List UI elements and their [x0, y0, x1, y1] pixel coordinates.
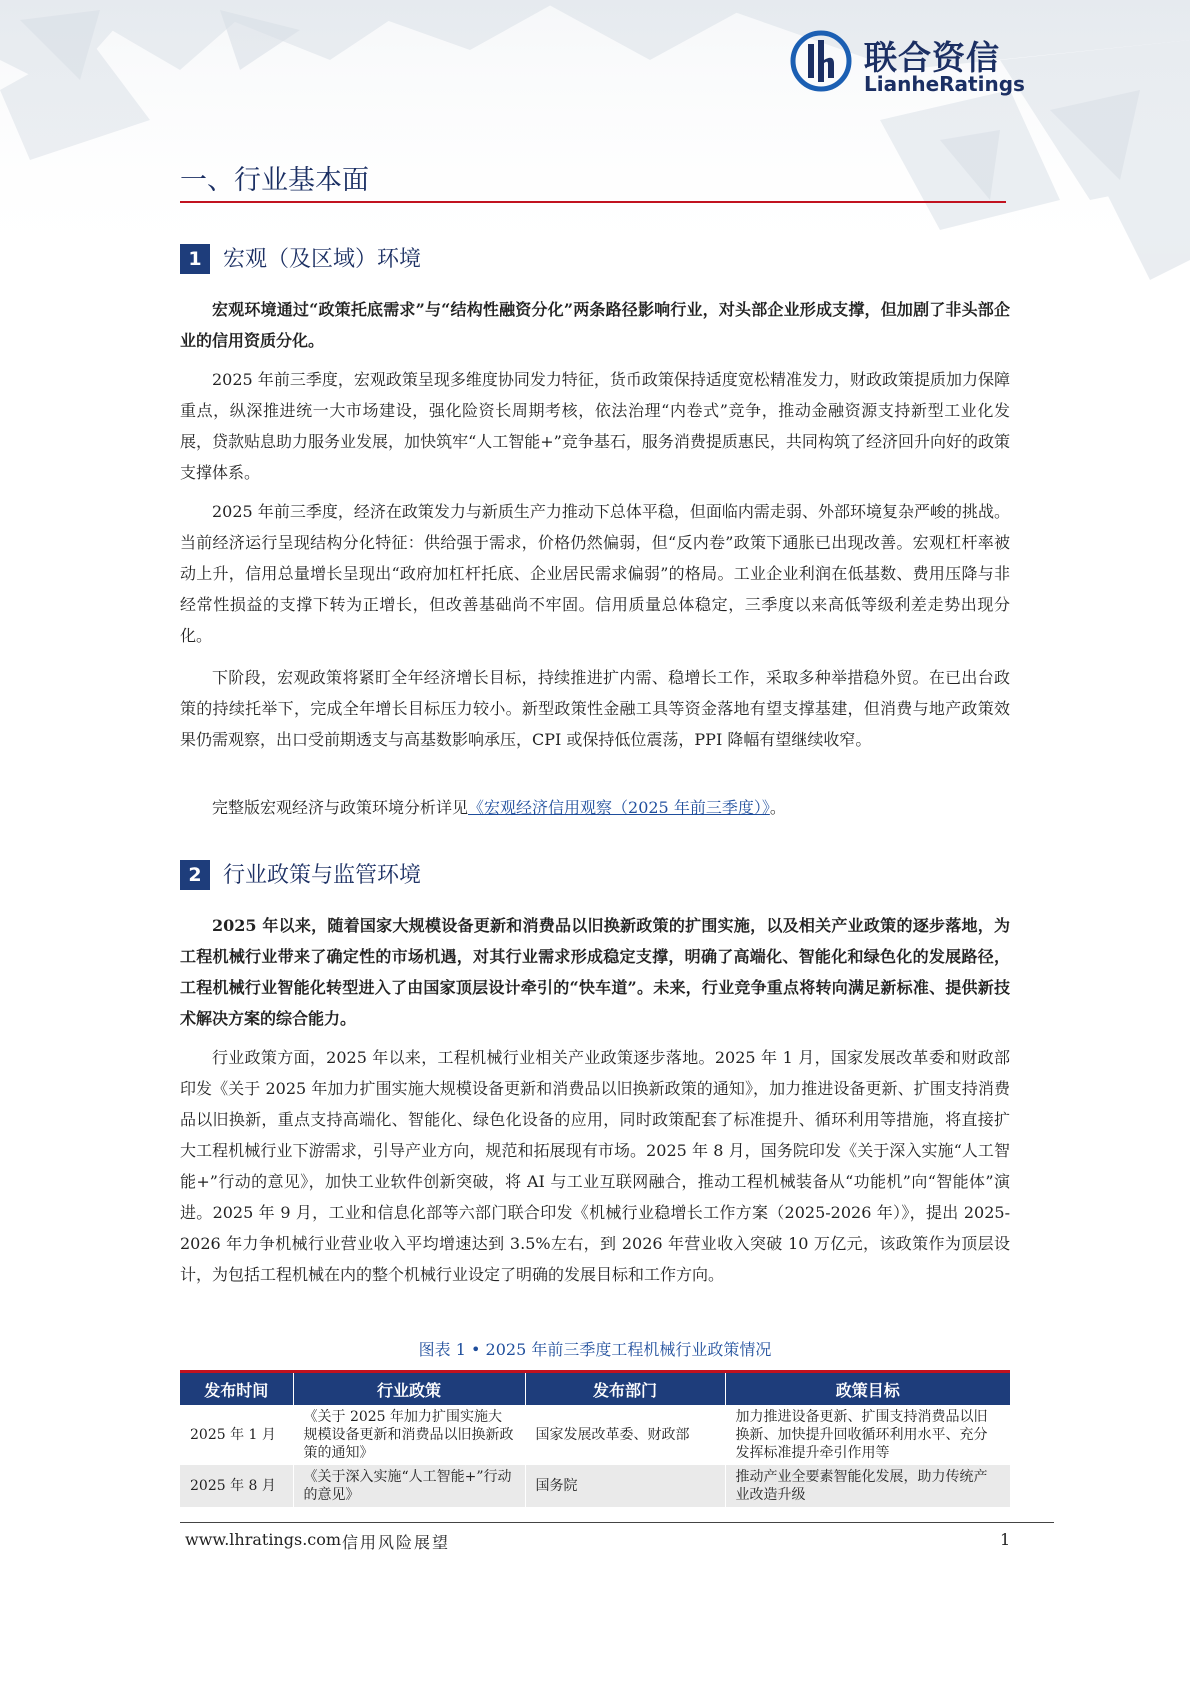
table-cell: 加力推进设备更新、扩围支持消费品以旧换新、加快提升回收循环利用水平、充分发挥标准提升牵引作用等: [725, 1405, 1010, 1465]
section2-lead-paragraph: 2025 年以来，随着国家大规模设备更新和消费品以旧换新政策的扩围实施，以及相关产业政策的逐步落地，为工程机械行业带来了确定性的市场机遇，对其行业需求形成稳定支撑，明确了高端化、智能化和绿色化的发展路径，工程机械行业智能化转型进入了由国家顶层设计牵引的“快车道”。未来，行业竞争重点将转向满足新标准、提供新技术解决方案的综合能力。: [180, 916, 1010, 1028]
section-number-badge: 2: [180, 860, 210, 890]
section1-paragraph-1: 2025 年前三季度，宏观政策呈现多维度协同发力特征，货币政策保持适度宽松精准发力，财政政策提质加力保障重点，纵深推进统一大市场建设，强化险资长周期考核，依法治理“内卷式”竞争，推动金融资源支持新型工业化发展，贷款贴息助力服务业发展，加快筑牢“人工智能+”竞争基石，服务消费提质惠民，共同构筑了经济回升向好的政策支撑体系。: [180, 370, 1010, 482]
section-title: 宏观（及区域）环境: [223, 247, 422, 272]
table-caption: 图表 1 • 2025 年前三季度工程机械行业政策情况: [418, 1340, 772, 1359]
table-cell: 推动产业全要素智能化发展，助力传统产业改造升级: [725, 1465, 1010, 1507]
lianhe-logo-icon: [790, 30, 852, 92]
reference-prefix: 完整版宏观经济与政策环境分析详见: [212, 798, 469, 817]
column-header: 政策目标: [725, 1372, 1010, 1406]
brand-logo: [790, 28, 1025, 98]
brand-name-en: LianheRatings: [864, 72, 1025, 96]
page-number: 1: [1000, 1530, 1011, 1549]
column-header: 发布部门: [525, 1372, 725, 1406]
policy-table: [180, 1370, 1010, 1507]
column-header: 发布时间: [180, 1372, 293, 1406]
table-row: [180, 1465, 1010, 1507]
table-row: [180, 1405, 1010, 1465]
section1-paragraph-3: 下阶段，宏观政策将紧盯全年经济增长目标，持续推进扩内需、稳增长工作，采取多种举措稳外贸。在已出台政策的持续托举下，完成全年增长目标压力较小。新型政策性金融工具等资金落地有望支撑基建，但消费与地产政策效果仍需观察，出口受前期透支与高基数影响承压，CPI 或保持低位震荡，PPI 降幅有望继续收窄。: [180, 668, 1010, 749]
table-cell: 2025 年 8 月: [180, 1465, 293, 1507]
footer-report-name: 信用风险展望: [342, 1533, 451, 1552]
section1-lead-paragraph: 宏观环境通过“政策托底需求”与“结构性融资分化”两条路径影响行业，对头部企业形成支撑，但加剧了非头部企业的信用资质分化。: [180, 300, 1010, 350]
footer-website[interactable]: www.lhratings.com: [185, 1530, 342, 1549]
section-number-badge: 1: [180, 244, 210, 274]
chapter-title: 一、行业基本面: [180, 165, 369, 196]
section1-paragraph-4: [180, 792, 1010, 823]
footer-divider: [180, 1522, 1054, 1523]
section2-paragraph-1: 行业政策方面，2025 年以来，工程机械行业相关产业政策逐步落地。2025 年 1 月，国家发展改革委和财政部印发《关于 2025 年加力扩围实施大规模设备更新和消费品以旧换新政策的通知》，加力推进设备更新、扩围支持消费品以旧换新，重点支持高端化、智能化、绿色化设备的应用，同时政策配套了标准提升、循环利用等措施，将直接扩大工程机械行业下游需求，引导产业方向，规范和拓展现有市场。2025 年 8 月，国务院印发《关于深入实施“人工智能+”行动的意见》，加快工业软件创新突破，将 AI 与工业互联网融合，推动工程机械装备从“功能机”向“智能体”演进。2025 年 9 月，工业和信息化部等六部门联合印发《机械行业稳增长工作方案（2025-2026 年）》，提出 2025-2026 年力争机械行业营业收入平均增速达到 3.5%左右，到 2026 年营业收入突破 10 万亿元，该政策作为顶层设计，为包括工程机械在内的整个机械行业设定了明确的发展目标和工作方向。: [180, 1048, 1010, 1284]
section-title: 行业政策与监管环境: [223, 863, 422, 888]
brand-name-cn: 联合资信: [864, 38, 1000, 77]
chapter-divider: [180, 201, 1006, 203]
section1-paragraph-2: 2025 年前三季度，经济在政策发力与新质生产力推动下总体平稳，但面临内需走弱、外部环境复杂严峻的挑战。当前经济运行呈现结构分化特征：供给强于需求，价格仍然偏弱，但“反内卷”政策下通胀已出现改善。宏观杠杆率被动上升，信用总量增长呈现出“政府加杠杆托底、企业居民需求偏弱”的格局。工业企业利润在低基数、费用压降与非经常性损益的支撑下转为正增长，但改善基础尚不牢固。信用质量总体稳定，三季度以来高低等级利差走势出现分化。: [180, 502, 1010, 645]
table-cell: 国务院: [525, 1465, 725, 1507]
table-cell: 《关于 2025 年加力扩围实施大规模设备更新和消费品以旧换新政策的通知》: [293, 1405, 525, 1465]
column-header: 行业政策: [293, 1372, 525, 1406]
table-header-row: [180, 1372, 1010, 1406]
table-cell: 《关于深入实施“人工智能+”行动的意见》: [293, 1465, 525, 1507]
macro-report-link[interactable]: 《宏观经济信用观察（2025 年前三季度）》: [468, 798, 770, 817]
reference-suffix: 。: [769, 798, 786, 817]
table-cell: 国家发展改革委、财政部: [525, 1405, 725, 1465]
table-cell: 2025 年 1 月: [180, 1405, 293, 1465]
